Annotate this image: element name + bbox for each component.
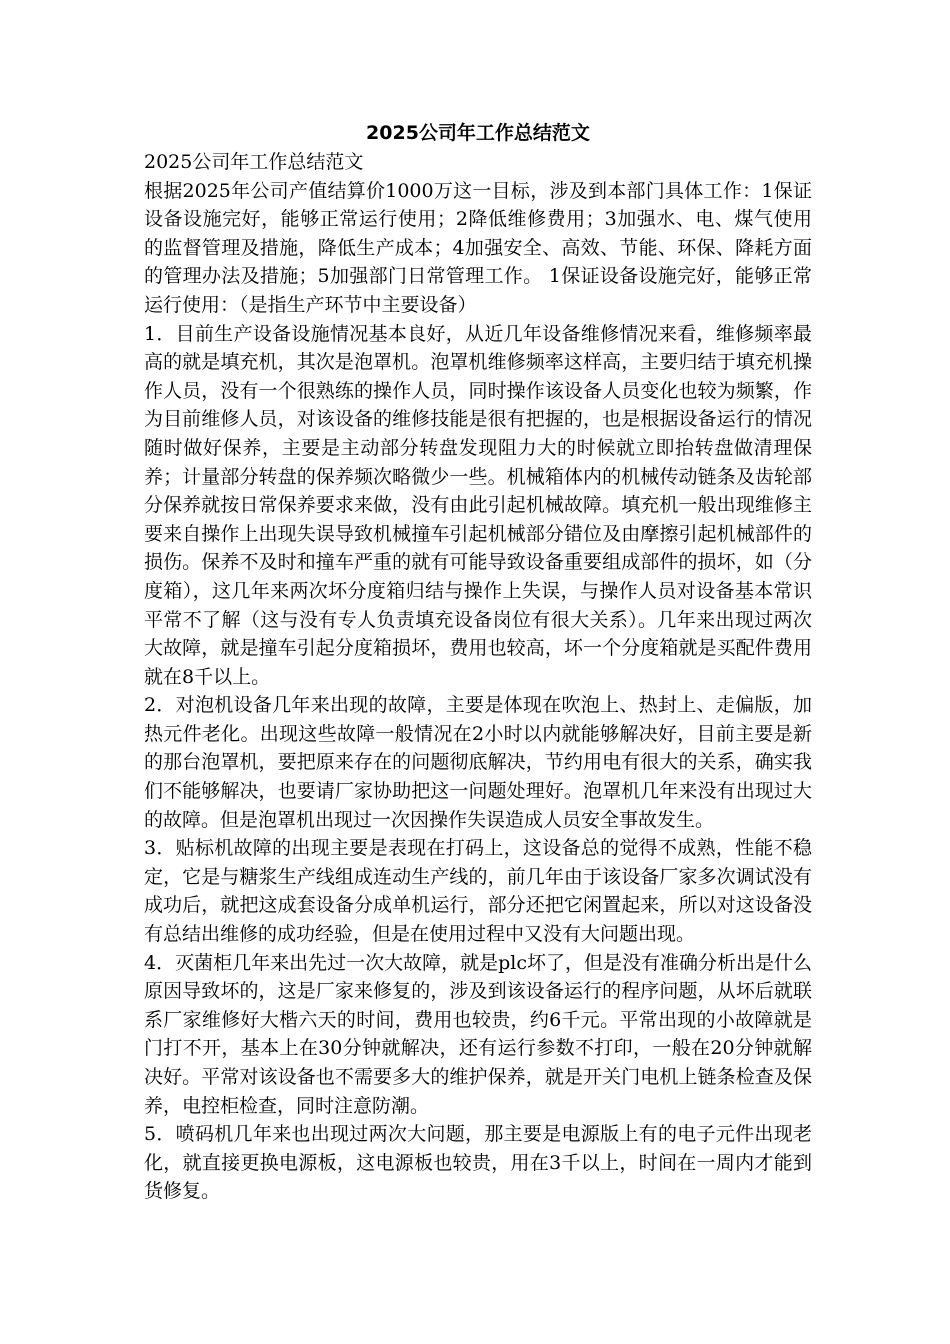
- intro-paragraph: 根据2025年公司产值结算价1000万这一目标，涉及到本部门具体工作：1保证设备设施完好，能够正常运行使用；2降低维修费用；3加强水、电、煤气使用的监督管理及措施，降低生产成本；4加强安全、高效、节能、环保、降耗方面的管理办法及措施；5加强部门日常管理工作。 1保证设备设施完好，能够正常运行使用：（是指生产环节中主要设备）: [144, 179, 812, 316]
- item-3-paragraph: 3．贴标机故障的出现主要是表现在打码上，这设备总的觉得不成熟，性能不稳定，它是与糖浆生产线组成连动生产线的，前几年由于该设备厂家多次调试没有成功后，就把这成套设备分成单机运行，部分还把它闲置起来，所以对这设备没有总结出维修的成功经验，但是在使用过程中又没有大问题出现。: [144, 837, 812, 946]
- item-2-paragraph: 2．对泡机设备几年来出现的故障，主要是体现在吹泡上、热封上、走偏版，加热元件老化。出现这些故障一般情况在2小时以内就能够解决好，目前主要是新的那台泡罩机，要把原来存在的问题彻底解决，节约用电有很大的关系，确实我们不能够解决，也要请厂家协助把这一问题处理好。泡罩机几年来没有出现过大的故障。但是泡罩机出现过一次因操作失误造成人员安全事故发生。: [144, 694, 812, 831]
- item-5-paragraph: 5．喷码机几年来也出现过两次大问题，那主要是电源版上有的电子元件出现老化，就直接更换电源板，这电源板也较贵，用在3千以上，时间在一周内才能到货修复。: [144, 1123, 812, 1203]
- document-title: 2025公司年工作总结范文: [366, 122, 590, 144]
- document-page: [144, 118, 812, 1206]
- item-1-paragraph: 1．目前生产设备设施情况基本良好，从近几年设备维修情况来看，维修频率最高的就是填充机，其次是泡罩机。泡罩机维修频率这样高，主要归结于填充机操作人员，没有一个很熟练的操作人员，同时操作该设备人员变化也较为频繁，作为目前维修人员，对该设备的维修技能是很有把握的，也是根据设备运行的情况随时做好保养，主要是主动部分转盘发现阻力大的时候就立即抬转盘做清理保养；计量部分转盘的保养频次略微少一些。机械箱体内的机械传动链条及齿轮部分保养就按日常保养要求来做，没有由此引起机械故障。填充机一般出现维修主要来自操作上出现失误导致机械撞车引起机械部分错位及由摩擦引起机械部件的损伤。保养不及时和撞车严重的就有可能导致设备重要组成部件的损坏，如（分度箱），这几年来两次坏分度箱归结与操作上失误，与操作人员对设备基本常识平常不了解（这与没有专人负责填充设备岗位有很大关系）。几年来出现过两次大故障，就是撞车引起分度箱损坏，费用也较高，坏一个分度箱就是买配件费用就在8千以上。: [144, 322, 812, 688]
- item-4-paragraph: 4．灭菌柜几年来出先过一次大故障，就是plc坏了，但是没有准确分析出是什么原因导致坏的，这是厂家来修复的，涉及到该设备运行的程序问题，从坏后就联系厂家维修好大楷六天的时间，费用也较贵，约6千元。平常出现的小故障就是门打不开，基本上在30分钟就解决，还有运行参数不打印，一般在20分钟就解决好。平常对该设备也不需要多大的维护保养，就是开关门电机上链条检查及保养，电控柜检查，同时注意防潮。: [144, 951, 812, 1117]
- subtitle-paragraph: 2025公司年工作总结范文: [144, 151, 364, 173]
